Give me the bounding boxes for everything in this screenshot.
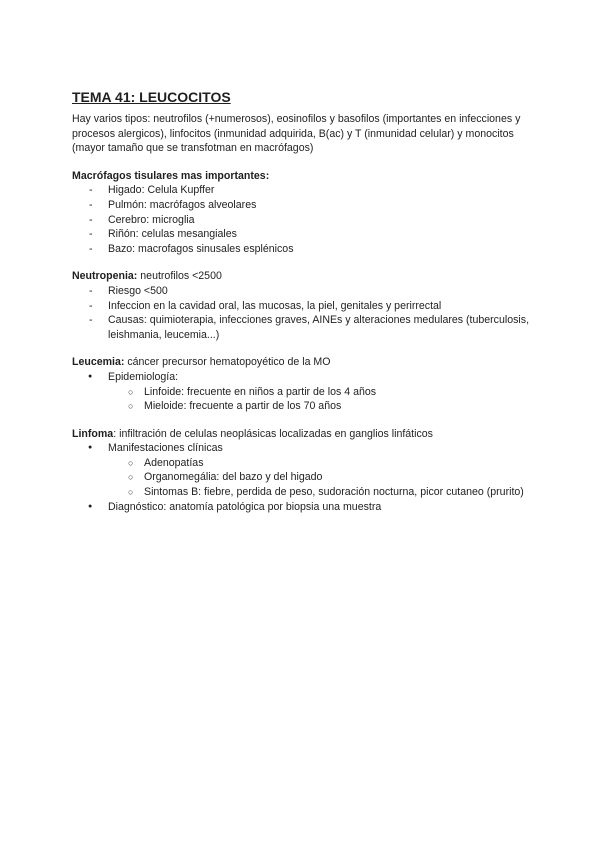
list-item bbox=[72, 370, 532, 414]
manifestaciones-sublist bbox=[108, 456, 532, 500]
list-item bbox=[72, 441, 532, 499]
intro-paragraph: Hay varios tipos: neutrofilos (+numerosos), eosinofilos y basofilos (importantes en infecciones y procesos alergicos), linfocitos (inmunidad adquirida, B(ac) y T (inmunidad celular) y monocitos (mayor tamaño que se transfotman en macrófagos) bbox=[72, 113, 521, 155]
list-item: - Riñón: celulas mesangiales bbox=[72, 227, 532, 242]
leucemia-text: cáncer precursor hematopoyético de la MO bbox=[124, 356, 331, 369]
list-item: - Bazo: macrofagos sinusales esplénicos bbox=[72, 242, 532, 257]
list-item: - Causas: quimioterapia, infecciones graves, AINEs y alteraciones medulares (tuberculosis, leishmania, leucemia...) bbox=[72, 313, 532, 342]
epidemiologia-sublist bbox=[108, 385, 532, 414]
linfoma-list bbox=[72, 441, 532, 514]
document-content bbox=[72, 88, 532, 514]
macrofagos-section bbox=[72, 169, 532, 257]
page-title: TEMA 41: LEUCOCITOS bbox=[72, 89, 231, 105]
neutropenia-text: neutrofilos <2500 bbox=[137, 270, 222, 283]
list-item: - Higado: Celula Kupffer bbox=[72, 183, 532, 198]
linfoma-line bbox=[72, 427, 532, 442]
list-item: - Cerebro: microglia bbox=[72, 213, 532, 228]
manifestaciones-label: Manifestaciones clínicas bbox=[108, 442, 223, 455]
list-item: ○ Organomegália: del bazo y del higado bbox=[108, 470, 532, 485]
list-item: ● Diagnóstico: anatomía patológica por biopsia una muestra bbox=[72, 500, 532, 515]
epidemiologia-label: Epidemiología: bbox=[108, 370, 179, 383]
list-item: - Infeccion en la cavidad oral, las mucosas, la piel, genitales y perirrectal bbox=[72, 299, 532, 314]
list-item: ○ Mieloide: frecuente a partir de los 70 años bbox=[108, 399, 532, 414]
linfoma-heading: Linfoma bbox=[72, 427, 114, 440]
linfoma-text: : infiltración de celulas neoplásicas localizadas en ganglios linfáticos bbox=[113, 427, 433, 440]
list-item: ○ Linfoide: frecuente en niños a partir de los 4 años bbox=[108, 385, 532, 400]
leucemia-heading: Leucemia: bbox=[72, 356, 125, 369]
list-item: ○ Adenopatías bbox=[108, 456, 532, 471]
list-item: ○ Sintomas B: fiebre, perdida de peso, sudoración nocturna, picor cutaneo (prurito) bbox=[108, 485, 532, 500]
neutropenia-line bbox=[72, 269, 532, 284]
neutropenia-heading: Neutropenia: bbox=[72, 270, 138, 283]
neutropenia-section bbox=[72, 269, 532, 342]
leucemia-list bbox=[72, 370, 532, 414]
leucemia-section bbox=[72, 355, 532, 413]
leucemia-line bbox=[72, 355, 532, 370]
list-item: - Riesgo <500 bbox=[72, 284, 532, 299]
macrofagos-list bbox=[72, 183, 532, 256]
macrofagos-heading: Macrófagos tisulares mas importantes: bbox=[72, 169, 270, 182]
linfoma-section bbox=[72, 427, 532, 515]
neutropenia-list bbox=[72, 284, 532, 342]
list-item: - Pulmón: macrófagos alveolares bbox=[72, 198, 532, 213]
